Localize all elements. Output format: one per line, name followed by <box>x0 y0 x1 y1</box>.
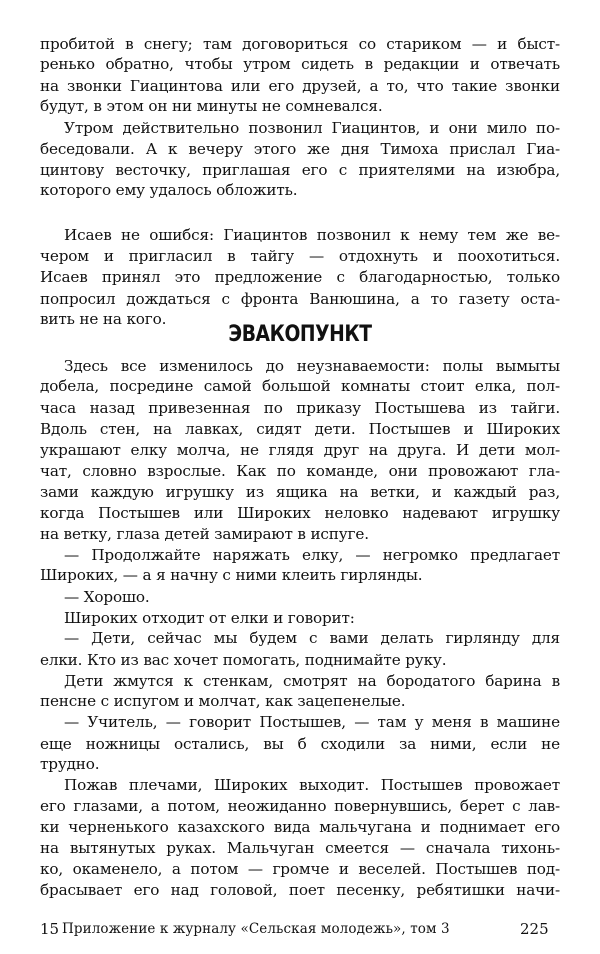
text-line: цинтову весточку, приглашая его с приятелями на изюбра, <box>40 161 560 179</box>
text-line: чером и пригласил в тайгу — отдохнуть и поохотиться. <box>40 247 560 265</box>
text-line: когда Постышев или Широких неловко надевают игрушку <box>40 504 560 522</box>
text-line: ки черненького казахского вида мальчугана и поднимает его <box>40 818 560 836</box>
text-line: — Дети, сейчас мы будем с вами делать гирлянду для <box>64 629 560 647</box>
text-line: Широких, — а я начну с ними клеить гирлянды. <box>40 566 423 584</box>
text-line: брасывает его над головой, поет песенку, ребятишки начи- <box>40 881 560 899</box>
text-line: на вытянутых руках. Мальчуган смеется — сначала тихонь- <box>40 839 560 857</box>
text-line: попросил дождаться с фронта Ванюшина, а то газету оста- <box>40 290 560 308</box>
text-line: Широких отходит от елки и говорит: <box>64 609 355 627</box>
text-line: еще ножницы остались, вы б сходили за ними, если не <box>40 735 560 753</box>
text-line: Здесь все изменилось до неузнаваемости: полы вымыты <box>64 357 560 375</box>
text-line: добела, посредине самой большой комнаты стоит елка, пол- <box>40 377 560 395</box>
text-line: елки. Кто из вас хочет помогать, поднимайте руку. <box>40 651 447 669</box>
text-line: часа назад привезенная по приказу Постышева из тайги. <box>40 399 560 417</box>
text-line: которого ему удалось обложить. <box>40 181 298 199</box>
text-line: украшают елку молча, не глядя друг на друга. И дети мол- <box>40 441 560 459</box>
text-line: ренько обратно, чтобы утром сидеть в редакции и отвечать <box>40 55 560 73</box>
text-line: пенсне с испугом и молчат, как зацепенелые. <box>40 692 406 710</box>
printer-signature: 15 <box>40 920 60 938</box>
text-line: пробитой в снегу; там договориться со стариком — и быст- <box>40 35 560 53</box>
text-line: Исаев принял это предложение с благодарностью, только <box>40 268 560 286</box>
page-number: 225 <box>520 920 549 938</box>
text-line: чат, словно взрослые. Как по команде, они провожают гла- <box>40 462 560 480</box>
text-line: — Хорошо. <box>64 588 150 606</box>
footer-caption: Приложение к журналу «Сельская молодежь», том 3 <box>62 921 450 937</box>
text-line: Пожав плечами, Широких выходит. Постышев провожает <box>64 776 560 794</box>
section-title: ЭВАКОПУНКТ <box>228 322 372 347</box>
text-line: вить не на кого. <box>40 310 167 328</box>
text-line: беседовали. А к вечеру этого же дня Тимоха прислал Гиа- <box>40 140 560 158</box>
text-line: на звонки Гиацинтова или его друзей, а то, что такие звонки <box>40 77 560 95</box>
text-line: Утром действительно позвонил Гиацинтов, и они мило по- <box>64 119 560 137</box>
text-line: будут, в этом он ни минуты не сомневался. <box>40 97 383 115</box>
text-line: — Учитель, — говорит Постышев, — там у меня в машине <box>64 713 560 731</box>
text-line: трудно. <box>40 755 100 773</box>
text-line: Исаев не ошибся: Гиацинтов позвонил к нему тем же ве- <box>64 226 560 244</box>
text-line: его глазами, а потом, неожиданно повернувшись, берет с лав- <box>40 797 560 815</box>
text-line: — Продолжайте наряжать елку, — негромко предлагает <box>64 546 560 564</box>
text-line: Вдоль стен, на лавках, сидят дети. Постышев и Широких <box>40 420 560 438</box>
text-line: Дети жмутся к стенкам, смотрят на бородатого барина в <box>64 672 560 690</box>
text-line: ко, окаменело, а потом — громче и веселей. Постышев под- <box>40 860 560 878</box>
text-line: зами каждую игрушку из ящика на ветки, и каждый раз, <box>40 483 560 501</box>
text-line: на ветку, глаза детей замирают в испуге. <box>40 525 369 543</box>
